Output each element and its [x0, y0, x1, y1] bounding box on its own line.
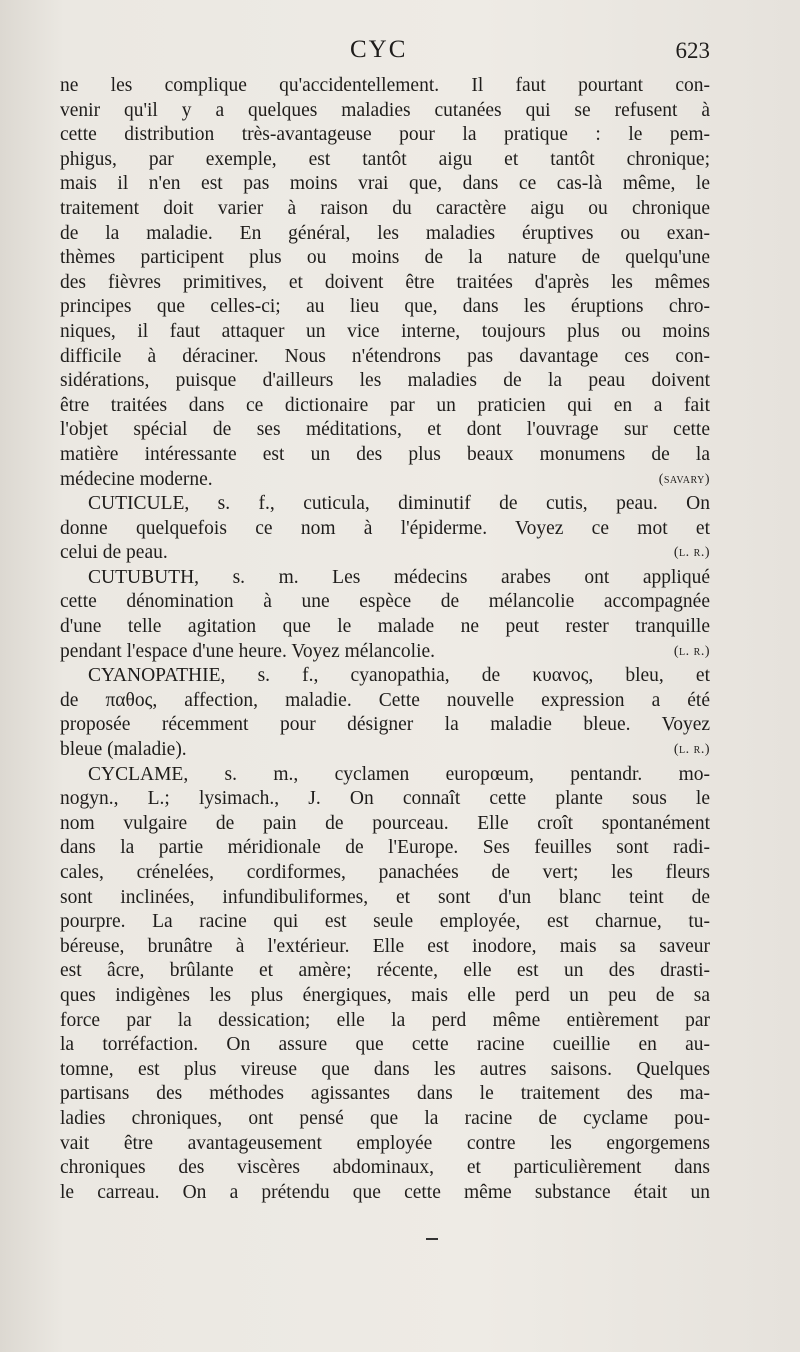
page-header: [60, 36, 710, 76]
text-line: celui de peau.: [60, 542, 168, 564]
text-line: béreuse, brunâtre à l'extérieur. Elle est inodore, mais sa saveur: [60, 935, 710, 957]
text-line-with-signature: [60, 541, 710, 566]
text-line: ques indigènes les plus énergiques, mais elle perd un peu de sa: [60, 984, 710, 1006]
text-line: ne les complique qu'accidentellement. Il faut pourtant con-: [60, 75, 710, 96]
text-line: d'une telle agitation que le malade ne peut rester tranquille: [60, 616, 710, 638]
text-line-with-signature: [60, 738, 710, 763]
author-signature: (savary): [658, 471, 710, 487]
text-line: phigus, par exemple, est tantôt aigu et tantôt chronique;: [60, 148, 710, 170]
text-line: le carreau. On a prétendu que cette même substance était un: [60, 1181, 710, 1203]
entry-cuticule: CUTICULE, s. f., cuticula, diminutif de cutis, peau. On: [88, 493, 710, 515]
text-line: chroniques des viscères abdominaux, et particulièrement dans: [60, 1157, 710, 1179]
text-line: vait être avantageusement employée contre les engorgemens: [60, 1132, 710, 1154]
text-line: de la maladie. En général, les maladies éruptives ou exan-: [60, 222, 710, 244]
text-line: cette dénomination à une espèce de mélancolie accompagnée: [60, 591, 710, 613]
running-head: CYC: [350, 36, 408, 63]
text-line: l'objet spécial de ses méditations, et dont l'ouvrage sur cette: [60, 419, 710, 441]
entry-cutubuth: CUTUBUTH, s. m. Les médecins arabes ont appliqué: [88, 566, 710, 588]
text-line: bleue (maladie).: [60, 739, 187, 761]
text-line: des fièvres primitives, et doivent être traitées d'après les mêmes: [60, 271, 710, 293]
text-line: force par la dessication; elle la perd même entièrement par: [60, 1009, 710, 1031]
text-line: être traitées dans ce dictionaire par un praticien qui en a fait: [60, 394, 710, 416]
text-line: sont inclinées, infundibuliformes, et sont d'un blanc teint de: [60, 886, 710, 908]
text-line: nogyn., L.; lysimach., J. On connaît cette plante sous le: [60, 788, 710, 810]
author-signature: (l. r.): [673, 742, 710, 758]
text-line: niques, il faut attaquer un vice interne, toujours plus ou moins: [60, 320, 710, 342]
text-line: mais il n'en est pas moins vrai que, dans ce cas-là même, le: [60, 173, 710, 195]
text-line: thèmes participent plus ou moins de la nature de quelqu'une: [60, 247, 710, 269]
text-line: nom vulgaire de pain de pourceau. Elle croît spontanément: [60, 812, 710, 834]
text-line: de παθος, affection, maladie. Cette nouvelle expression a été: [60, 689, 710, 711]
text-line: principes que celles-ci; au lieu que, dans les éruptions chro-: [60, 296, 710, 318]
text-line: pendant l'espace d'une heure. Voyez mélancolie.: [60, 640, 436, 662]
text-line: pourpre. La racine qui est seule employée, est charnue, tu-: [60, 911, 710, 933]
text-line: médecine moderne.: [60, 468, 213, 490]
text-line: sidérations, puisque d'ailleurs les maladies de la peau doivent: [60, 370, 710, 392]
text-line: proposée récemment pour désigner la maladie bleue. Voyez: [60, 714, 710, 736]
entry-cyclame: CYCLAME, s. m., cyclamen europœum, pentandr. mo-: [88, 763, 710, 785]
author-signature: (l. r.): [673, 545, 710, 561]
text-line: partisans des méthodes agissantes dans le traitement des ma-: [60, 1083, 710, 1105]
text-line: est âcre, brûlante et amère; récente, elle est un des drasti-: [60, 960, 710, 982]
text-line: matière intéressante est un des plus beaux monumens de la: [60, 443, 710, 465]
text-line: difficile à déraciner. Nous n'étendrons pas davantage ces con-: [60, 345, 710, 367]
text-line: cette distribution très-avantageuse pour la pratique : le pem-: [60, 124, 710, 146]
text-line-with-signature: [60, 468, 710, 493]
text-line: cales, crénelées, cordiformes, panachées de vert; les fleurs: [60, 862, 710, 883]
text-line: traitement doit varier à raison du caractère aigu ou chronique: [60, 197, 710, 219]
author-signature: (l. r.): [673, 643, 710, 659]
text-line: donne quelquefois ce nom à l'épiderme. Voyez ce mot et: [60, 517, 710, 539]
text-line: venir qu'il y a quelques maladies cutanées qui se refusent à: [60, 99, 710, 121]
entry-cyanopathie: CYANOPATHIE, s. f., cyanopathia, de κυανος, bleu, et: [88, 665, 710, 687]
catchword-mark: [426, 1238, 438, 1240]
text-line-with-signature: [60, 640, 710, 665]
text-line: la torréfaction. On assure que cette racine cueillie en au-: [60, 1034, 710, 1056]
text-line: ladies chroniques, ont pensé que la racine de cyclame pou-: [60, 1107, 710, 1129]
body-text: [60, 74, 710, 1205]
text-line: dans la partie méridionale de l'Europe. Ses feuilles sont radi-: [60, 837, 710, 859]
text-line: tomne, est plus vireuse que dans les autres saisons. Quelques: [60, 1058, 710, 1080]
page-number: 623: [675, 38, 710, 63]
